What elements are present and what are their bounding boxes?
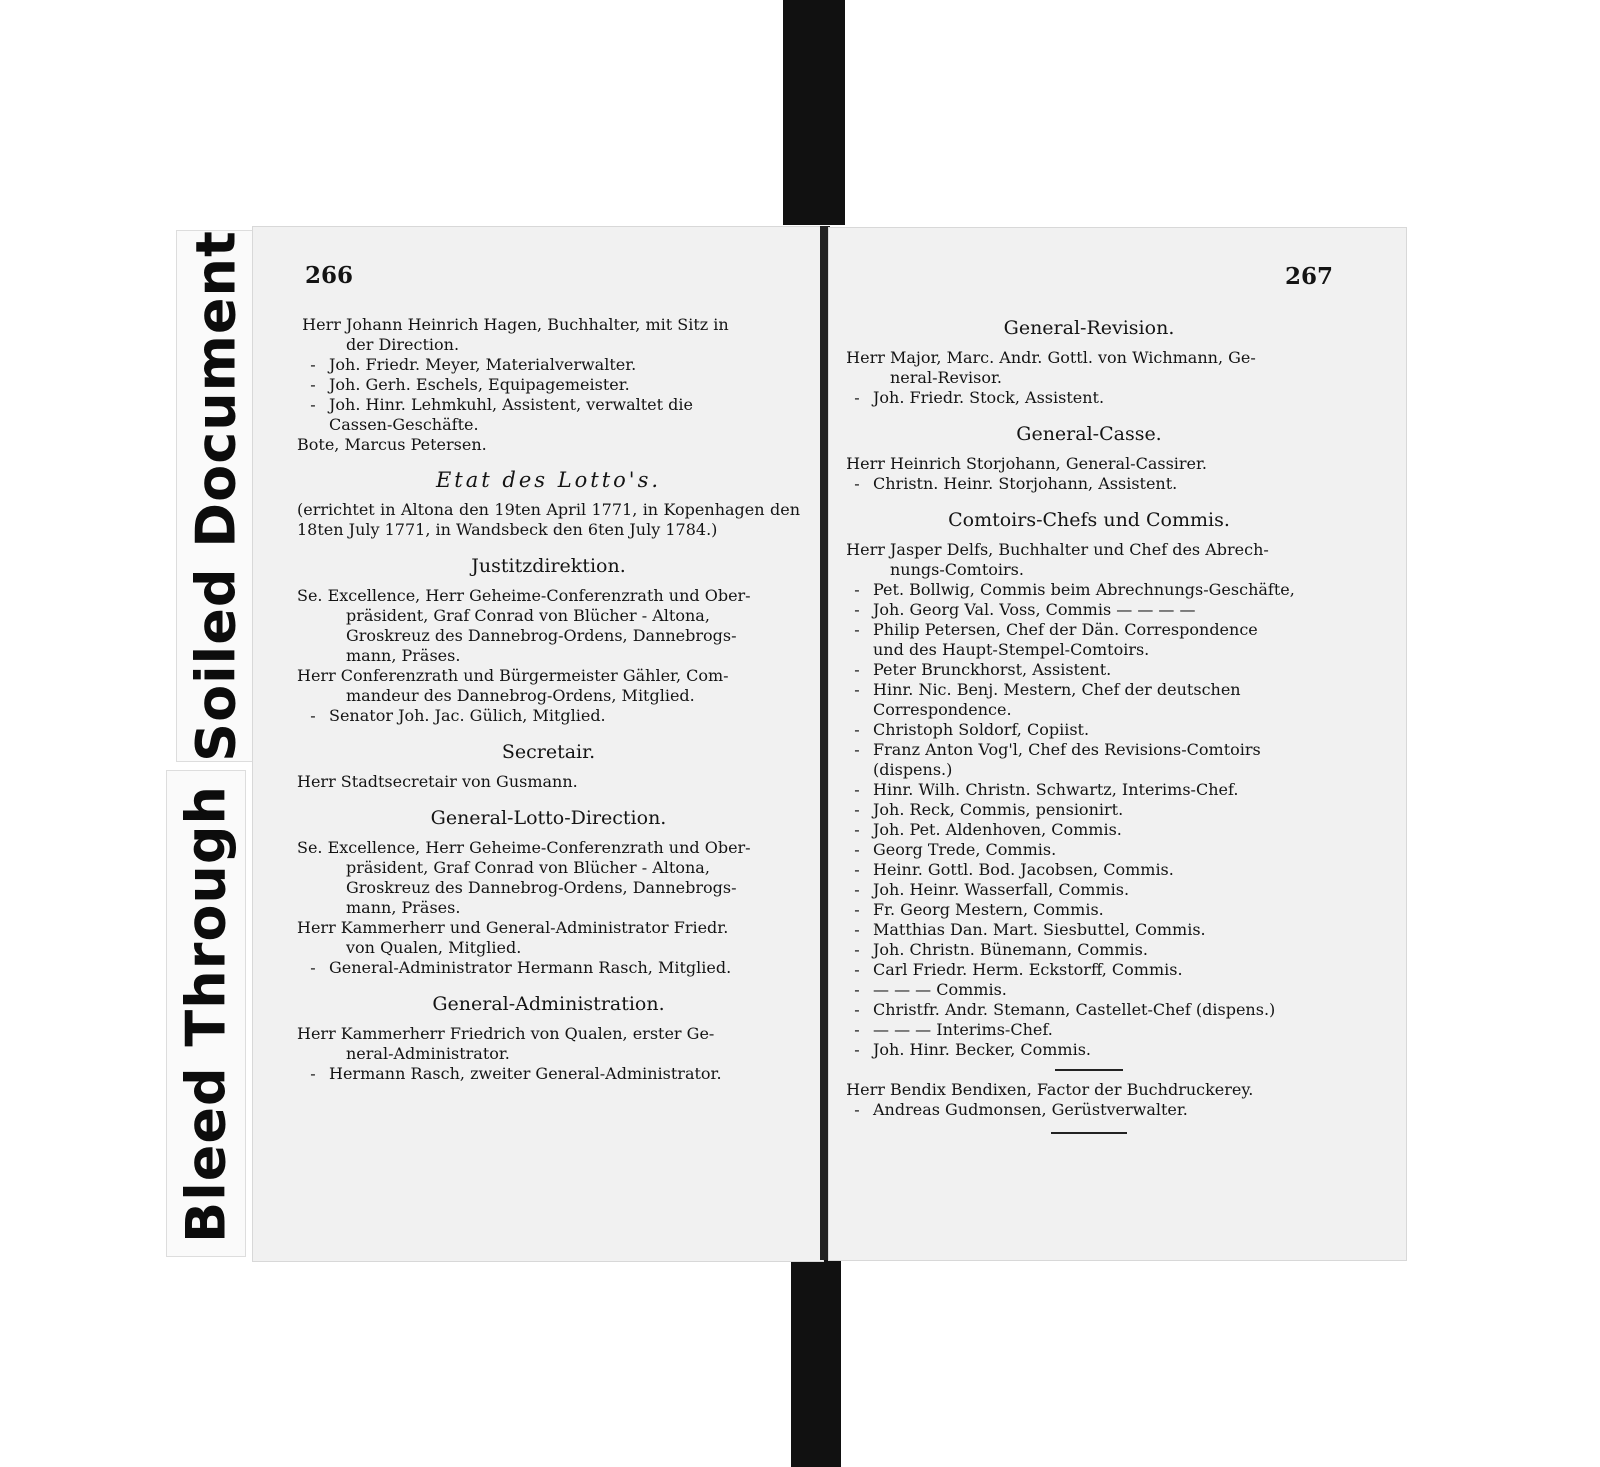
- list-entry: [841, 980, 1337, 1000]
- page-number: 267: [1284, 263, 1333, 290]
- dash-marker: -: [310, 375, 316, 394]
- entry-text: [329, 1064, 800, 1084]
- entry-text: [873, 740, 1337, 780]
- list-entry: [841, 348, 1337, 388]
- entry-text: [297, 772, 800, 792]
- entry-text: [873, 980, 1337, 1000]
- entry-line: Peter Brunckhorst, Assistent.: [873, 660, 1112, 679]
- entry-line: präsident, Graf Conrad von Blücher - Altona,: [346, 858, 710, 877]
- list-entry: [297, 375, 800, 395]
- entry-line: Correspondence.: [873, 700, 1012, 719]
- entry-line: — — — Commis.: [873, 980, 1007, 999]
- list-entry: [297, 1024, 800, 1064]
- dash-marker: -: [854, 580, 860, 599]
- entry-line: Hermann Rasch, zweiter General-Administrator.: [329, 1064, 722, 1083]
- entry-text: [329, 706, 800, 726]
- list-entry: [841, 1080, 1337, 1100]
- entry-line: Major, Marc. Andr. Gottl. von Wichmann, Ge-: [890, 348, 1256, 367]
- list-entry: [297, 838, 800, 918]
- entry-prefix: Herr: [846, 454, 885, 473]
- entry-line: Heinrich Storjohann, General-Cassirer.: [890, 454, 1207, 473]
- etat-note: (errichtet in Altona den 19ten April 1771, in Kopenhagen den 18ten July 1771, in Wandsbeck den 6ten July 1784.): [297, 500, 800, 539]
- list-entry: [297, 666, 800, 706]
- list-entry: [841, 860, 1337, 880]
- list-entry: [841, 920, 1337, 940]
- entry-text: [873, 1040, 1337, 1060]
- entry-text: [329, 375, 800, 395]
- entry-line: Joh. Christn. Bünemann, Commis.: [873, 940, 1148, 959]
- entry-line: Se. Excellence, Herr Geheime-Conferenzrath und Ober-: [297, 838, 751, 857]
- right-page-content: [841, 316, 1337, 1143]
- entry-line: Franz Anton Vog'l, Chef des Revisions-Comtoirs: [873, 740, 1261, 759]
- etat-heading: Etat des Lotto's.: [435, 468, 662, 492]
- entry-line: der Direction.: [346, 335, 460, 354]
- entry-line: von Qualen, Mitglied.: [346, 938, 522, 957]
- entry-text: [873, 720, 1337, 740]
- list-entry: [841, 960, 1337, 980]
- dash-marker: -: [310, 355, 316, 374]
- list-entry: [297, 918, 800, 958]
- entry-line: Georg Trede, Commis.: [873, 840, 1057, 859]
- dash-marker: -: [310, 958, 316, 977]
- entry-line: Philip Petersen, Chef der Dän. Correspondence: [873, 620, 1258, 639]
- entry-line: Fr. Georg Mestern, Commis.: [873, 900, 1104, 919]
- entry-text: [873, 860, 1337, 880]
- entry-line: Matthias Dan. Mart. Siesbuttel, Commis.: [873, 920, 1206, 939]
- entry-text: [329, 355, 800, 375]
- dash-marker: -: [854, 1000, 860, 1019]
- entry-text: [873, 940, 1337, 960]
- entry-line: Herr Kammerherr und General-Administrator Friedr.: [297, 918, 729, 937]
- entry-text: [329, 395, 800, 435]
- entry-text: [873, 800, 1337, 820]
- entry-line: mann, Präses.: [346, 646, 461, 665]
- entry-line: Hinr. Wilh. Christn. Schwartz, Interims-Chef.: [873, 780, 1239, 799]
- list-entry: [841, 680, 1337, 720]
- entry-line: Joh. Friedr. Meyer, Materialverwalter.: [329, 355, 637, 374]
- dash-marker: -: [854, 660, 860, 679]
- entry-text: [873, 820, 1337, 840]
- entry-line: Carl Friedr. Herm. Eckstorff, Commis.: [873, 960, 1183, 979]
- entry-text: [890, 348, 1337, 388]
- entry-line: Herr Conferenzrath und Bürgermeister Gähler, Com-: [297, 666, 729, 685]
- entry-text: [873, 388, 1337, 408]
- entry-text: [873, 1100, 1337, 1120]
- entry-text: [346, 315, 800, 355]
- dash-marker: -: [854, 780, 860, 799]
- list-entry: [841, 1040, 1337, 1060]
- list-entry: [297, 435, 800, 455]
- list-entry: [841, 600, 1337, 620]
- dash-marker: -: [310, 395, 316, 414]
- entry-prefix: Herr: [302, 315, 341, 334]
- entry-text: [297, 586, 800, 666]
- list-entry: [841, 1020, 1337, 1040]
- entry-line: Groskreuz des Dannebrog-Ordens, Dannebrogs-: [346, 626, 737, 645]
- entry-text: [873, 474, 1337, 494]
- dash-marker: -: [310, 706, 316, 725]
- list-entry: [841, 540, 1337, 580]
- entry-line: präsident, Graf Conrad von Blücher - Altona,: [346, 606, 710, 625]
- dash-marker: -: [854, 620, 860, 639]
- entry-line: Cassen-Geschäfte.: [329, 415, 479, 434]
- entry-line: Johann Heinrich Hagen, Buchhalter, mit Sitz in: [346, 315, 729, 334]
- dash-marker: -: [854, 900, 860, 919]
- section-heading: Comtoirs-Chefs und Commis.: [948, 509, 1230, 531]
- list-entry: [841, 940, 1337, 960]
- entry-prefix: Herr: [846, 1080, 885, 1099]
- entry-text: [297, 435, 800, 455]
- dash-marker: -: [854, 388, 860, 407]
- entry-prefix: Herr: [846, 540, 885, 559]
- entry-text: [297, 838, 800, 918]
- entry-text: [873, 600, 1337, 620]
- list-entry: [297, 586, 800, 666]
- entry-line: Joh. Reck, Commis, pensionirt.: [873, 800, 1124, 819]
- dash-marker: -: [854, 880, 860, 899]
- left-page: [252, 226, 824, 1262]
- entry-text: [329, 958, 800, 978]
- section-heading: General-Administration.: [432, 993, 665, 1015]
- entry-line: General-Administrator Hermann Rasch, Mitglied.: [329, 958, 732, 977]
- entry-text: [873, 780, 1337, 800]
- entry-line: Se. Excellence, Herr Geheime-Conferenzrath und Ober-: [297, 586, 751, 605]
- list-entry: [841, 474, 1337, 494]
- closing-entries: [841, 1080, 1337, 1120]
- dash-marker: -: [310, 1064, 316, 1083]
- entry-line: Joh. Friedr. Stock, Assistent.: [873, 388, 1105, 407]
- entry-text: [873, 920, 1337, 940]
- entry-text: [297, 1024, 800, 1064]
- dash-marker: -: [854, 740, 860, 759]
- left-sections: [297, 556, 800, 1084]
- entry-text: [873, 1000, 1337, 1020]
- microfilm-bar-top: [783, 0, 845, 225]
- list-entry: [841, 800, 1337, 820]
- list-entry: [841, 720, 1337, 740]
- list-entry: [841, 660, 1337, 680]
- entry-text: [873, 680, 1337, 720]
- entry-line: Herr Stadtsecretair von Gusmann.: [297, 772, 578, 791]
- entry-text: [297, 666, 800, 706]
- list-entry: [841, 740, 1337, 780]
- list-entry: [841, 580, 1337, 600]
- right-page: [828, 227, 1407, 1261]
- entry-line: Andreas Gudmonsen, Gerüstverwalter.: [873, 1100, 1188, 1119]
- list-entry: [297, 958, 800, 978]
- stamp-soiled-document: [176, 230, 256, 762]
- dash-marker: -: [854, 820, 860, 839]
- entry-line: Jasper Delfs, Buchhalter und Chef des Abrech-: [890, 540, 1269, 559]
- entry-line: Groskreuz des Dannebrog-Ordens, Dannebrogs-: [346, 878, 737, 897]
- entry-text: [873, 620, 1337, 660]
- section-heading: General-Casse.: [1016, 423, 1162, 445]
- section-heading: Secretair.: [501, 741, 596, 763]
- list-entry: [297, 1064, 800, 1084]
- list-entry: [297, 355, 800, 375]
- section-heading: General-Lotto-Direction.: [430, 807, 667, 829]
- entry-text: [873, 840, 1337, 860]
- dash-marker: -: [854, 840, 860, 859]
- dash-marker: -: [854, 600, 860, 619]
- entry-text: [890, 454, 1337, 474]
- entry-text: [873, 660, 1337, 680]
- list-entry: [841, 880, 1337, 900]
- entry-prefix: Herr: [846, 348, 885, 367]
- entry-line: Joh. Gerh. Eschels, Equipagemeister.: [329, 375, 630, 394]
- left-page-content: [297, 315, 800, 1084]
- dash-marker: -: [854, 920, 860, 939]
- section-heading: General-Revision.: [1003, 317, 1175, 339]
- list-entry: [841, 1000, 1337, 1020]
- entry-text: [890, 1080, 1337, 1100]
- entry-line: Heinr. Gottl. Bod. Jacobsen, Commis.: [873, 860, 1174, 879]
- section-heading: Justitzdirektion.: [471, 555, 626, 577]
- divider-rule: [1051, 1132, 1127, 1134]
- list-entry: [297, 706, 800, 726]
- list-entry: [841, 388, 1337, 408]
- entry-line: nungs-Comtoirs.: [890, 560, 1024, 579]
- entry-line: Herr Kammerherr Friedrich von Qualen, erster Ge-: [297, 1024, 715, 1043]
- list-entry: [841, 454, 1337, 474]
- entry-line: Joh. Heinr. Wasserfall, Commis.: [873, 880, 1130, 899]
- entry-line: neral-Revisor.: [890, 368, 1002, 387]
- list-entry: [841, 840, 1337, 860]
- entry-line: und des Haupt-Stempel-Comtoirs.: [873, 640, 1150, 659]
- dash-marker: -: [854, 800, 860, 819]
- entry-line: Senator Joh. Jac. Gülich, Mitglied.: [329, 706, 606, 725]
- entry-text: [873, 960, 1337, 980]
- entry-line: mann, Präses.: [346, 898, 461, 917]
- entry-line: Bendix Bendixen, Factor der Buchdruckerey.: [890, 1080, 1254, 1099]
- dash-marker: -: [854, 960, 860, 979]
- entry-text: [873, 1020, 1337, 1040]
- divider-rule: [1055, 1069, 1123, 1071]
- right-sections: [841, 318, 1337, 1060]
- entry-line: (dispens.): [873, 760, 953, 779]
- entry-line: Pet. Bollwig, Commis beim Abrechnungs-Geschäfte,: [873, 580, 1295, 599]
- page-number: 266: [305, 262, 354, 289]
- entry-line: neral-Administrator.: [346, 1044, 510, 1063]
- entry-line: — — — Interims-Chef.: [873, 1020, 1053, 1039]
- stamp-bleed-through: [166, 770, 246, 1257]
- entry-line: Joh. Georg Val. Voss, Commis — — — —: [873, 600, 1196, 619]
- entry-text: [873, 580, 1337, 600]
- list-entry: [297, 395, 800, 435]
- dash-marker: -: [854, 940, 860, 959]
- list-entry: [297, 315, 800, 355]
- entry-line: Christfr. Andr. Stemann, Castellet-Chef (dispens.): [873, 1000, 1276, 1019]
- dash-marker: -: [854, 1040, 860, 1059]
- entry-line: Joh. Hinr. Lehmkuhl, Assistent, verwaltet die: [329, 395, 693, 414]
- entry-line: Joh. Hinr. Becker, Commis.: [873, 1040, 1092, 1059]
- entry-line: Hinr. Nic. Benj. Mestern, Chef der deutschen: [873, 680, 1241, 699]
- entry-line: Bote, Marcus Petersen.: [297, 435, 487, 454]
- dash-marker: -: [854, 720, 860, 739]
- entry-line: mandeur des Dannebrog-Ordens, Mitglied.: [346, 686, 695, 705]
- dash-marker: -: [854, 980, 860, 999]
- microfilm-bar-bottom: [791, 1255, 841, 1467]
- list-entry: [841, 820, 1337, 840]
- list-entry: [841, 620, 1337, 660]
- list-entry: [841, 900, 1337, 920]
- stamp-bleed-text: Bleed Through: [174, 784, 238, 1243]
- entry-line: Christn. Heinr. Storjohann, Assistent.: [873, 474, 1178, 493]
- entry-text: [873, 900, 1337, 920]
- entry-text: [297, 918, 800, 958]
- left-top-entries: [297, 315, 800, 455]
- entry-line: Joh. Pet. Aldenhoven, Commis.: [873, 820, 1122, 839]
- dash-marker: -: [854, 474, 860, 493]
- list-entry: [841, 1100, 1337, 1120]
- dash-marker: -: [854, 860, 860, 879]
- entry-text: [873, 880, 1337, 900]
- entry-text: [890, 540, 1337, 580]
- dash-marker: -: [854, 1100, 860, 1119]
- list-entry: [297, 772, 800, 792]
- dash-marker: -: [854, 680, 860, 699]
- entry-line: Christoph Soldorf, Copiist.: [873, 720, 1090, 739]
- dash-marker: -: [854, 1020, 860, 1039]
- list-entry: [841, 780, 1337, 800]
- stamp-soiled-text: Soiled Document: [184, 230, 248, 762]
